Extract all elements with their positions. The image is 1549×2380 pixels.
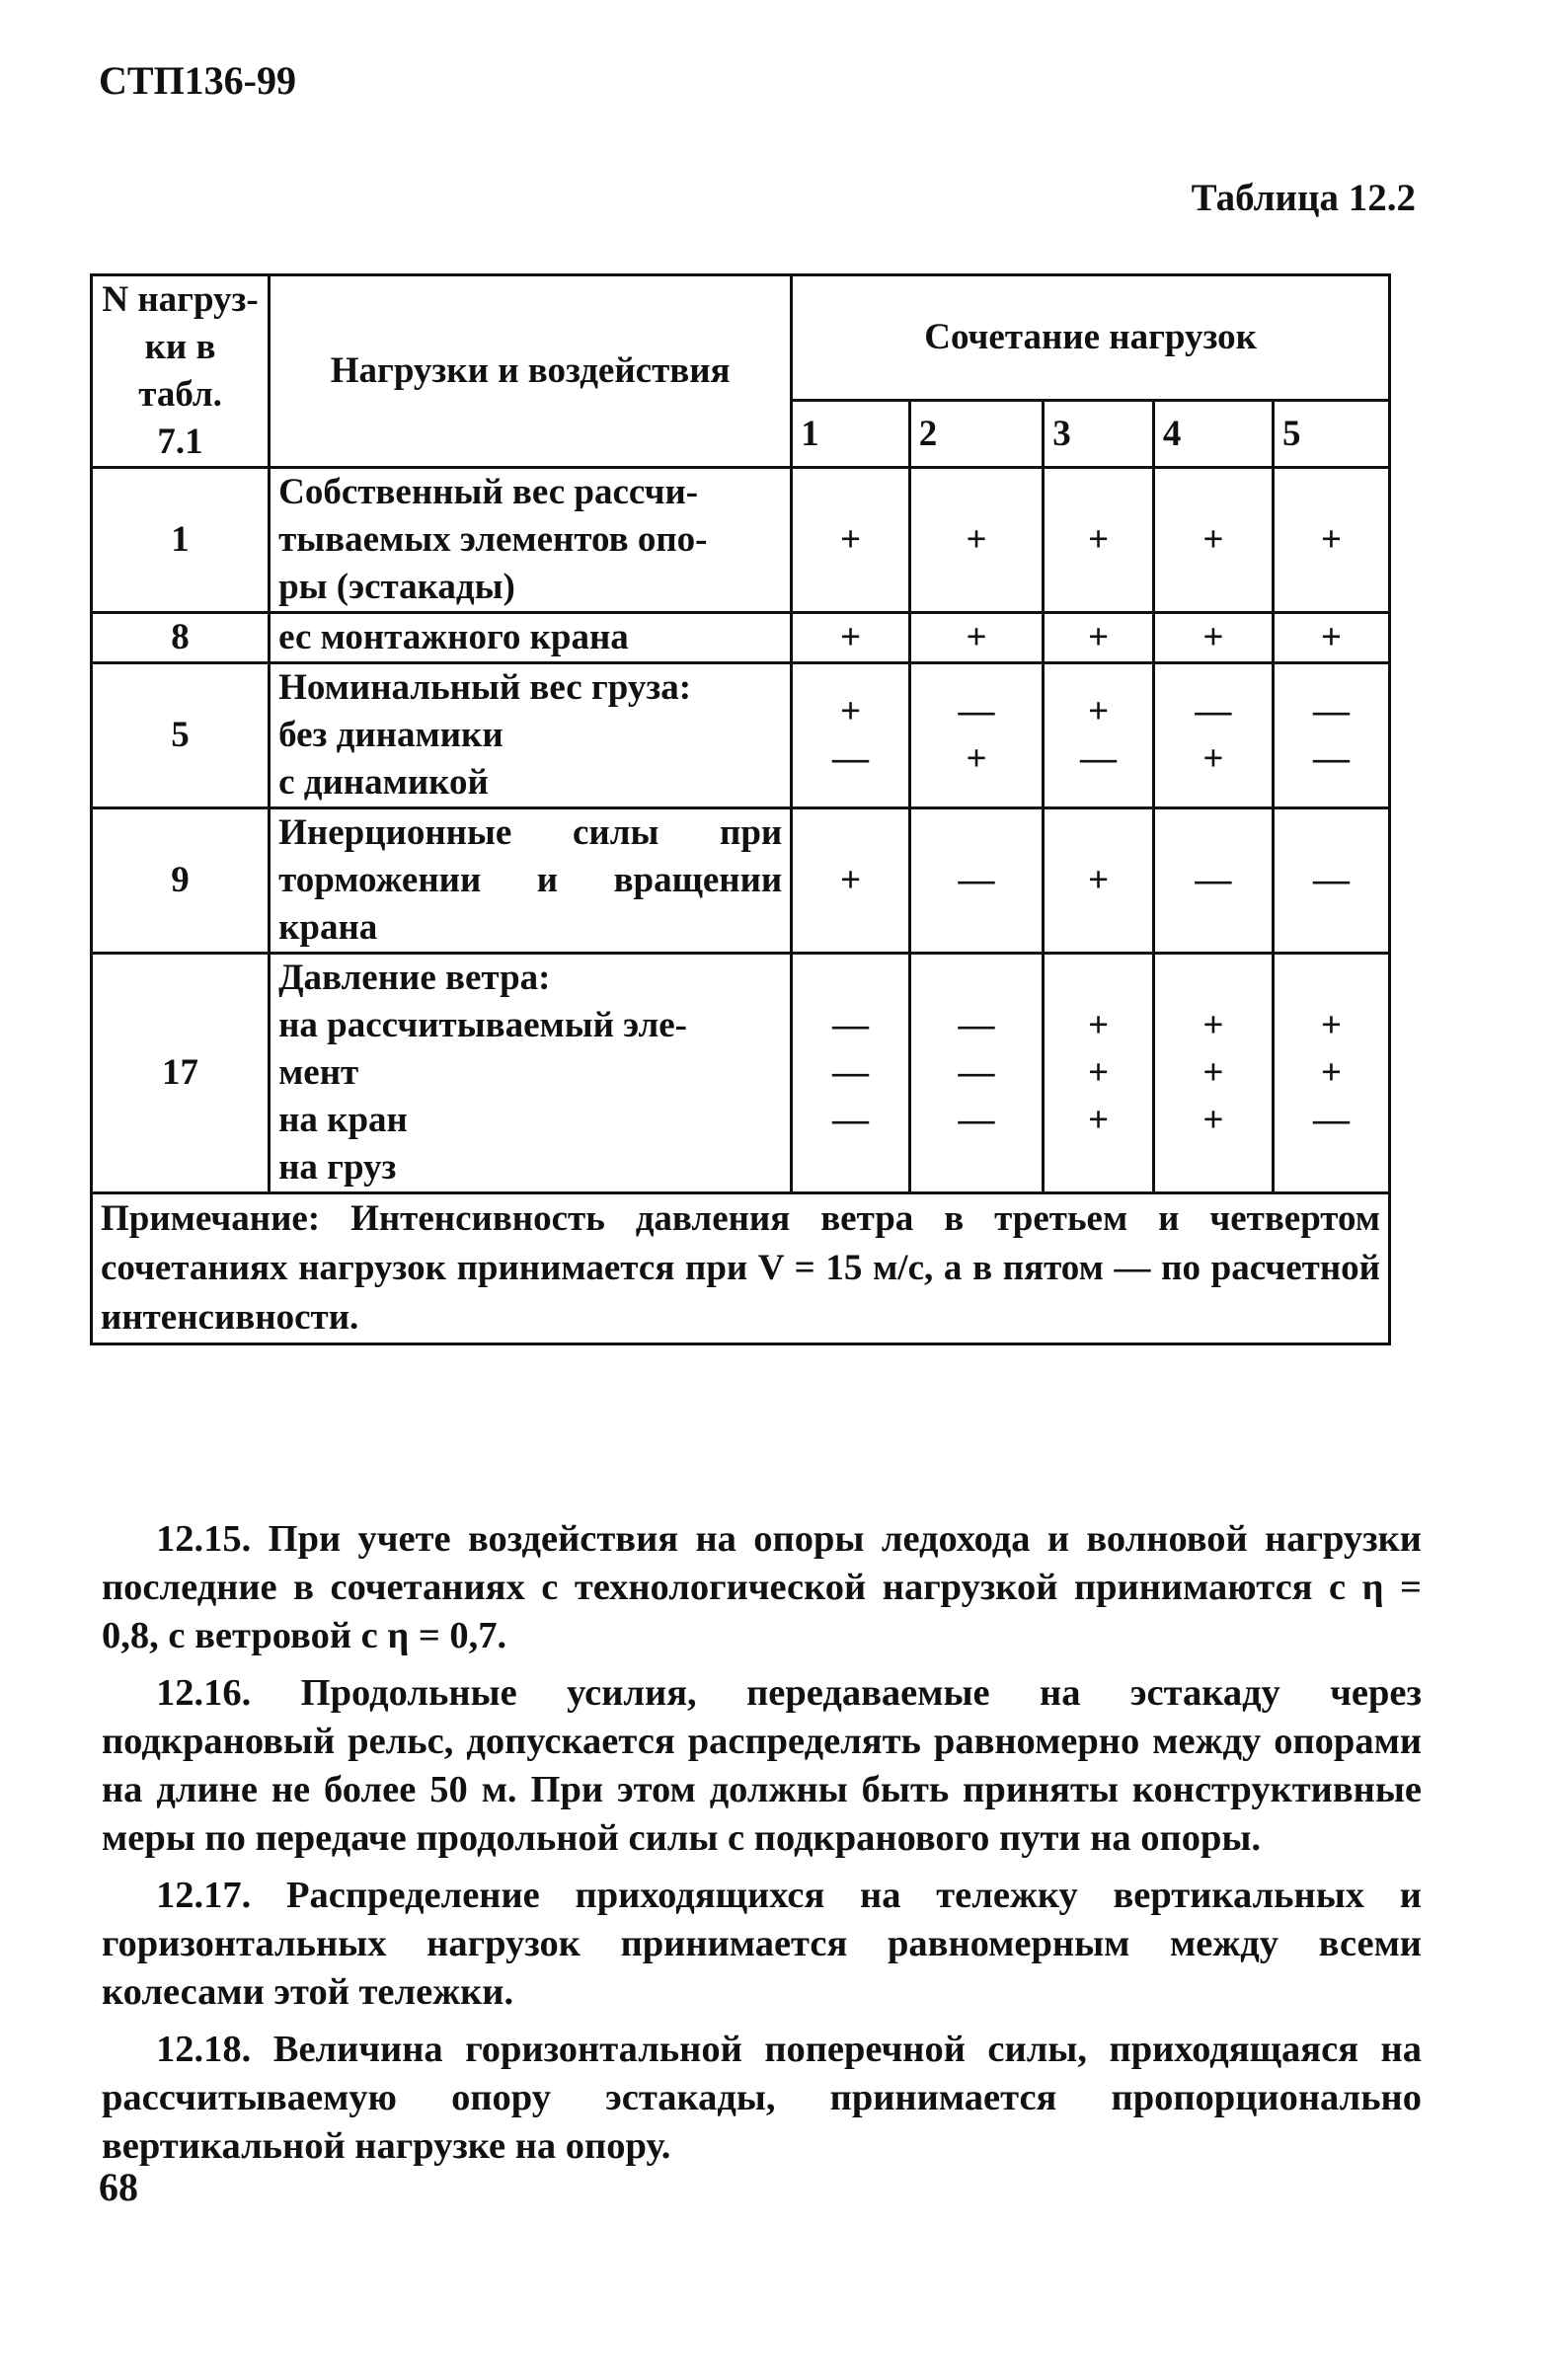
combination-mark: +: [1202, 1005, 1224, 1045]
combination-mark: —: [958, 1052, 995, 1093]
combination-mark: +: [839, 860, 862, 900]
load-description: [270, 663, 792, 808]
load-description-line: ры (эстакады): [278, 567, 515, 607]
combination-cell: [1153, 808, 1273, 954]
combination-number: 1: [792, 401, 910, 468]
table-row: [92, 663, 1390, 808]
combination-mark: +: [1202, 738, 1224, 779]
combination-cell: [1273, 808, 1389, 954]
combination-mark: +: [966, 519, 987, 560]
table-header-row: [92, 275, 1390, 401]
load-number: 1: [92, 468, 270, 613]
page-number: 68: [99, 2165, 138, 2209]
table-note-row: [92, 1193, 1390, 1344]
combination-mark: —: [1195, 691, 1232, 731]
combination-cell: [909, 808, 1043, 954]
load-description: [270, 954, 792, 1193]
combination-mark: +: [966, 738, 987, 779]
combination-cell: [1044, 663, 1154, 808]
load-description-line: без динамики: [278, 715, 503, 755]
load-description-line: Инерционные силы при: [278, 812, 783, 853]
combination-mark: +: [839, 691, 862, 731]
combination-mark: +: [1087, 691, 1110, 731]
load-description: [270, 468, 792, 613]
load-number: 5: [92, 663, 270, 808]
combination-number: 4: [1153, 401, 1273, 468]
table-caption: Таблица 12.2: [1191, 177, 1416, 219]
combination-cell: [1273, 468, 1389, 613]
header-loads: Нагрузки и воздействия: [270, 275, 792, 468]
combination-mark: —: [1195, 860, 1232, 900]
combination-number: 2: [909, 401, 1043, 468]
combination-cell: [1153, 954, 1273, 1193]
combination-mark: —: [958, 860, 995, 900]
combination-mark: +: [1087, 860, 1110, 900]
load-description-line: Давление ветра:: [278, 958, 551, 998]
combination-mark: +: [1320, 1005, 1343, 1045]
table-row: [92, 468, 1390, 613]
combination-cell: [792, 954, 910, 1193]
combination-mark: —: [958, 1005, 995, 1045]
combination-cell: [792, 468, 910, 613]
combination-mark: +: [1202, 519, 1224, 560]
combination-cell: [792, 613, 910, 663]
combination-cell: [1273, 663, 1389, 808]
table-note: Примечание: Интенсивность давления ветра в третьем и четвертом сочетаниях нагрузок принимается при V = 15 м/с, а в пятом — по расчетной интенсивности.: [92, 1193, 1390, 1344]
combination-mark: —: [1312, 691, 1350, 731]
paragraph-12-17: 12.17. Распределение приходящихся на тележку вертикальных и горизонтальных нагрузок принимается равномерным между всеми колесами этой тележки.: [102, 1875, 1422, 2013]
combination-cell: [1273, 613, 1389, 663]
paragraph-12-15: 12.15. При учете воздействия на опоры ледохода и волновой нагрузки последние в сочетаниях с технологической нагрузкой принимаются с η = 0,8, с ветровой с η = 0,7.: [102, 1518, 1422, 1656]
combination-cell: [1153, 468, 1273, 613]
load-description-line: Собственный вес рассчи-: [278, 472, 699, 512]
combination-mark: —: [832, 738, 870, 779]
combination-mark: —: [1312, 738, 1350, 779]
load-description-line: на рассчитываемый эле-: [278, 1005, 687, 1045]
combination-mark: —: [958, 691, 995, 731]
load-description-line: ес монтажного крана: [278, 617, 629, 657]
load-description-line: торможении и вращении: [278, 860, 783, 900]
load-description-line: Номинальный вес груза:: [278, 667, 692, 708]
combination-mark: +: [1202, 1100, 1224, 1140]
combination-cell: [1044, 954, 1154, 1193]
combination-mark: +: [1087, 1100, 1110, 1140]
combination-mark: +: [1087, 519, 1110, 560]
combination-number: 3: [1044, 401, 1154, 468]
combination-mark: +: [1087, 1005, 1110, 1045]
load-description-line: крана: [278, 907, 378, 948]
load-combinations-table: [90, 273, 1391, 1345]
combination-mark: —: [1312, 1100, 1350, 1140]
load-description-line: на кран: [278, 1100, 408, 1140]
combination-cell: [909, 954, 1043, 1193]
combination-mark: —: [832, 1100, 870, 1140]
combination-mark: +: [839, 519, 862, 560]
combination-number: 5: [1273, 401, 1389, 468]
header-load-number: N нагруз- ки в табл. 7.1: [92, 275, 270, 468]
combination-mark: +: [1320, 519, 1343, 560]
load-description-line: мент: [278, 1052, 359, 1093]
combination-cell: [1153, 613, 1273, 663]
combination-cell: [1044, 613, 1154, 663]
combination-cell: [909, 613, 1043, 663]
load-description-line: с динамикой: [278, 762, 489, 803]
combination-mark: —: [832, 1005, 870, 1045]
combination-mark: —: [1080, 738, 1118, 779]
combination-mark: —: [958, 1100, 995, 1140]
combination-cell: [1044, 808, 1154, 954]
combination-mark: —: [1312, 860, 1350, 900]
combination-cell: [792, 663, 910, 808]
load-description-line: тываемых элементов опо-: [278, 519, 708, 560]
table-row: [92, 954, 1390, 1193]
combination-mark: —: [832, 1052, 870, 1093]
paragraph-12-16: 12.16. Продольные усилия, передаваемые на эстакаду через подкрановый рельс, допускается распределять равномерно между опорами на длине не более 50 м. При этом должны быть приняты конструктивные меры по передаче продольной силы с подкранового пути на опоры.: [102, 1672, 1422, 1859]
combination-mark: +: [966, 617, 987, 657]
combination-mark: +: [1202, 1052, 1224, 1093]
combination-cell: [792, 808, 910, 954]
document-code: СТП136-99: [99, 58, 296, 103]
combination-mark: +: [1087, 1052, 1110, 1093]
combination-mark: +: [1087, 617, 1110, 657]
combination-mark: +: [839, 617, 862, 657]
load-description: [270, 808, 792, 954]
combination-cell: [1273, 954, 1389, 1193]
load-description: [270, 613, 792, 663]
combination-mark: +: [1320, 1052, 1343, 1093]
paragraph-12-18: 12.18. Величина горизонтальной поперечной силы, приходящаяся на рассчитываемую опору эстакады, принимается пропорционально вертикальной нагрузке на опору.: [102, 2029, 1422, 2167]
combination-cell: [909, 468, 1043, 613]
combination-mark: +: [1320, 617, 1343, 657]
combination-cell: [1044, 468, 1154, 613]
table-row: [92, 808, 1390, 954]
combination-cell: [909, 663, 1043, 808]
header-combinations: Сочетание нагрузок: [792, 275, 1390, 401]
combination-cell: [1153, 663, 1273, 808]
load-number: 17: [92, 954, 270, 1193]
body-text: [102, 1515, 1422, 2180]
load-description-line: на груз: [278, 1147, 397, 1188]
load-number: 8: [92, 613, 270, 663]
load-number: 9: [92, 808, 270, 954]
combination-mark: +: [1202, 617, 1224, 657]
table-row: [92, 613, 1390, 663]
